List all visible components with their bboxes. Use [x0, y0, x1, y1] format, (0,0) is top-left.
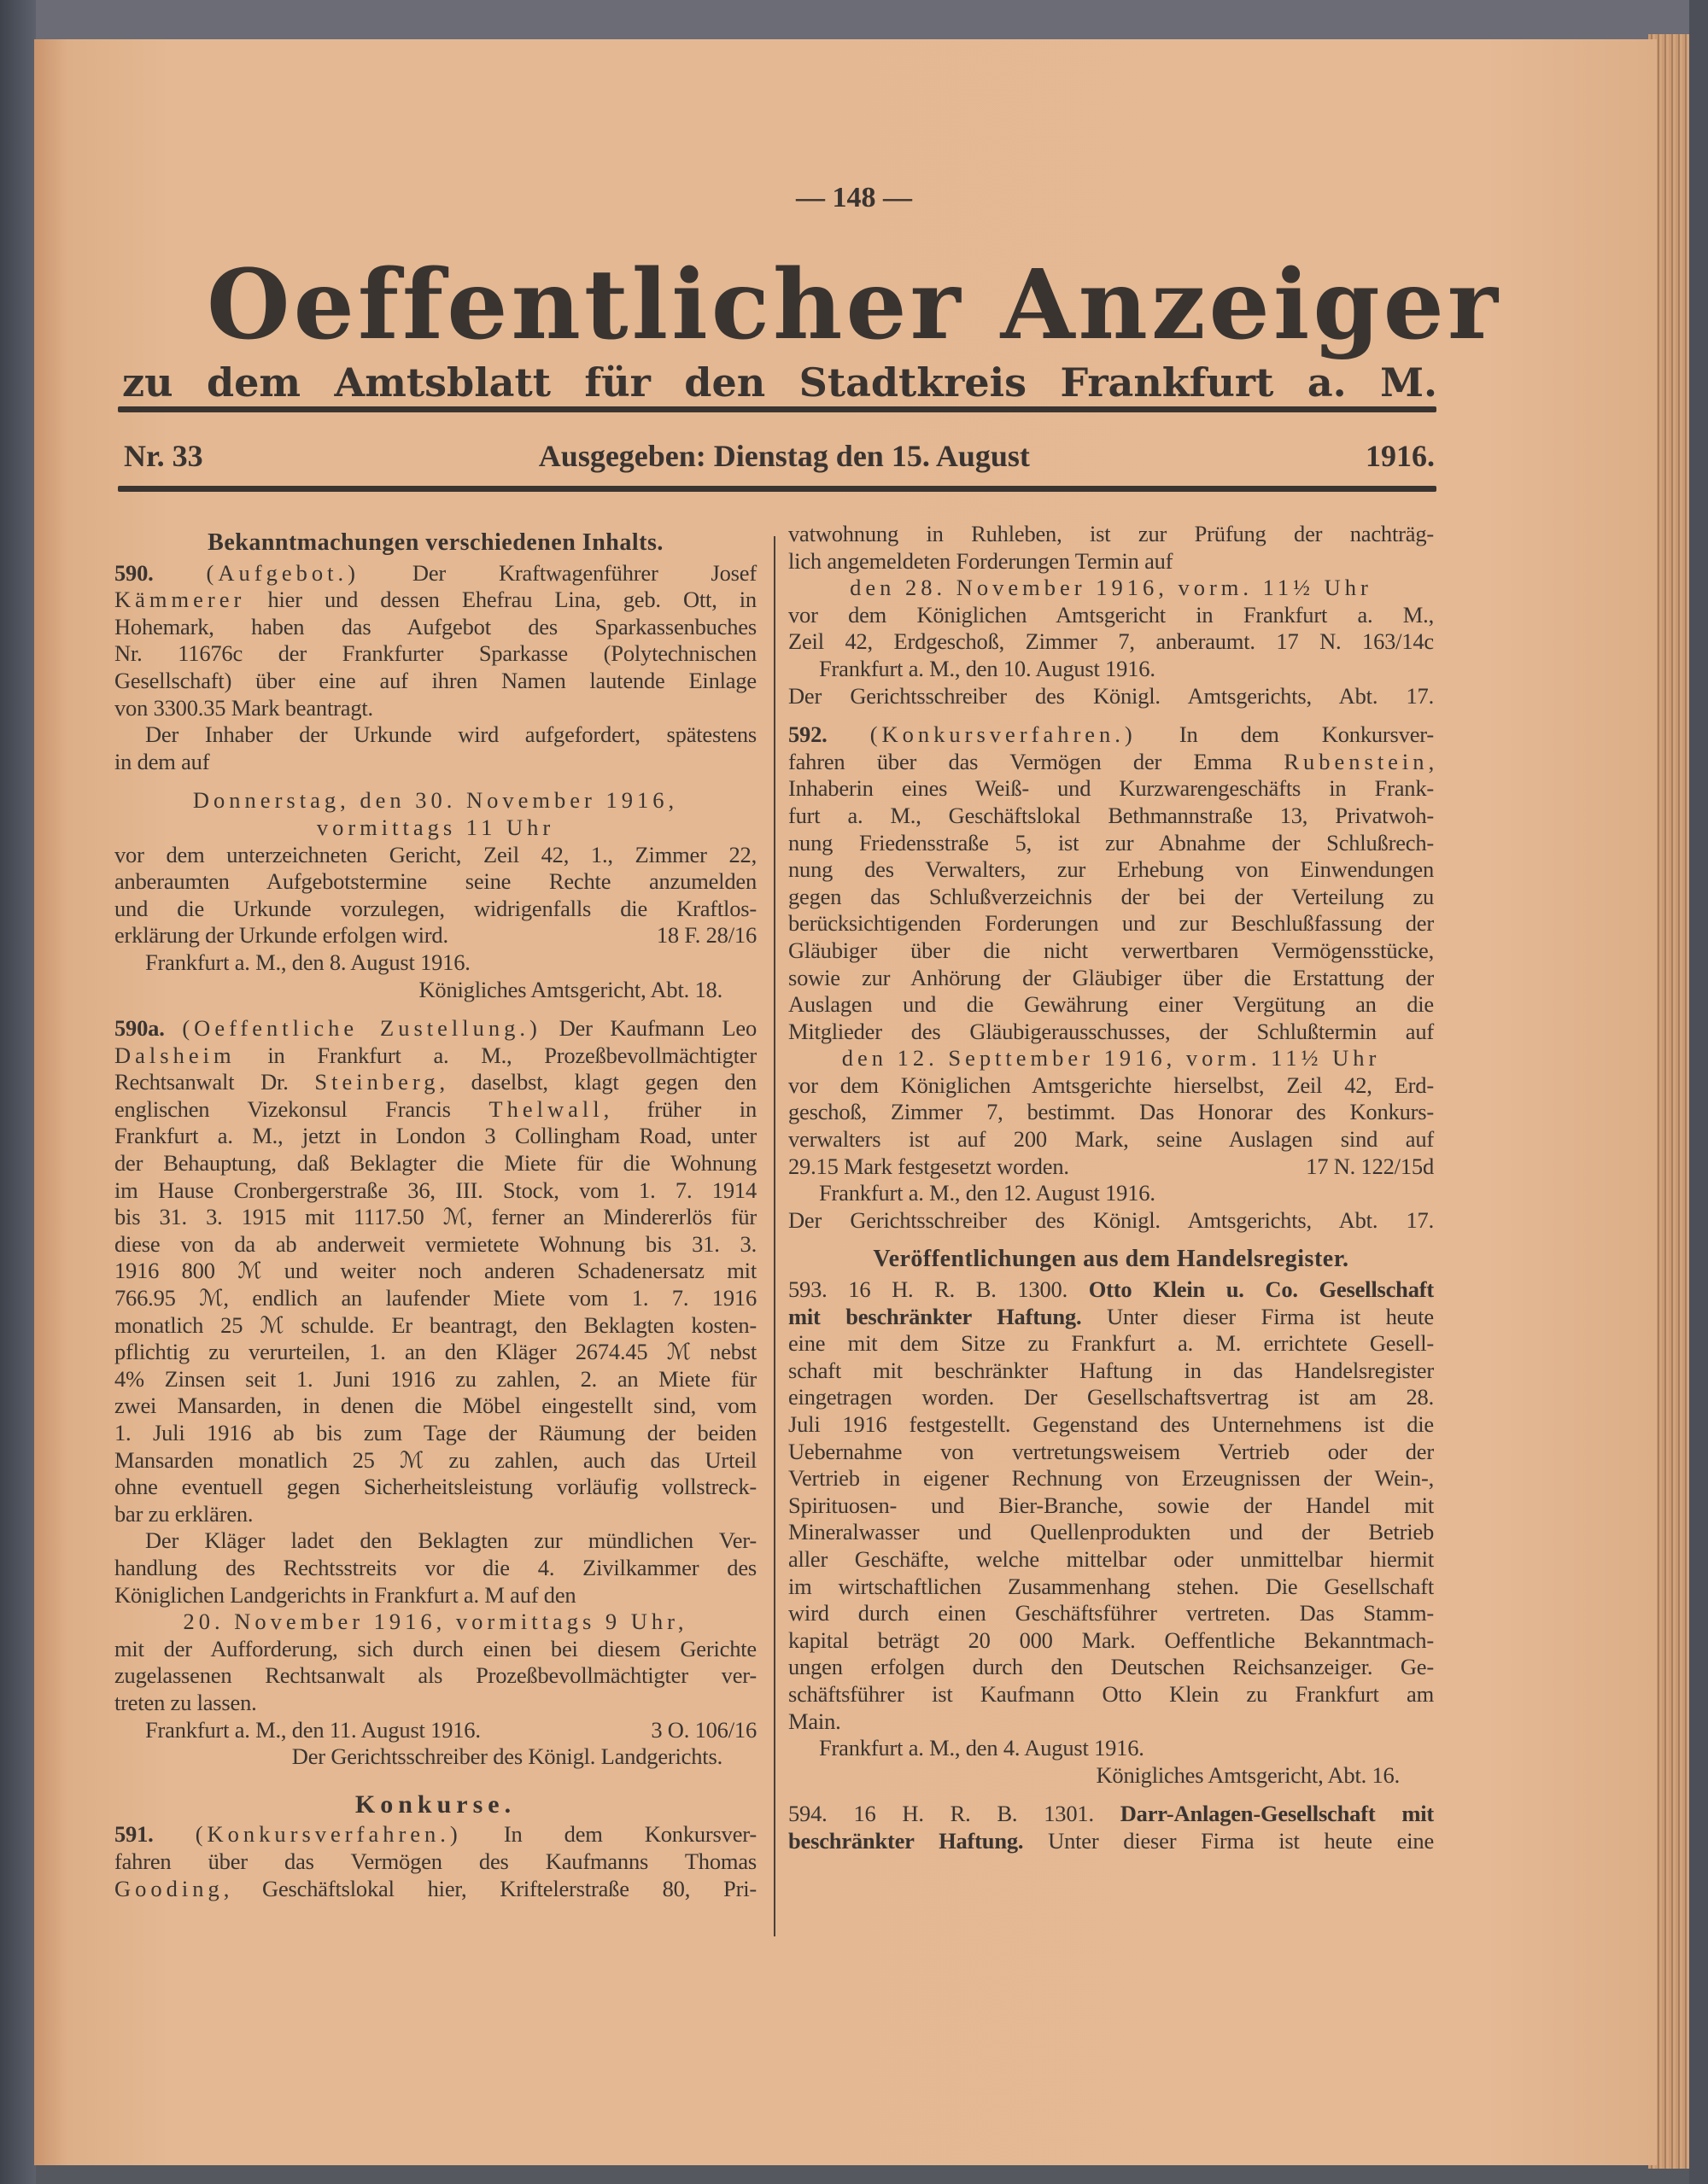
spaced-text: Kämmerer: [114, 587, 246, 613]
text-line: anberaumten Aufgebotstermine seine Rechte anzumelden: [114, 868, 757, 895]
text-segment: Der Kraftwagenführer Josef: [359, 559, 757, 586]
text-segment: fahren über das Vermögen der Emma: [788, 748, 1284, 774]
bold-text: Darr-Anlagen-Gesellschaft mit: [1120, 1801, 1434, 1827]
text-line: ohne eventuell gegen Sicherheitsleistung vorläufig vollstreck-: [114, 1474, 757, 1500]
text-line: der Behauptung, daß Beklagter die Miete für die Wohnung: [114, 1150, 757, 1177]
issue-number: Nr. 33: [124, 439, 203, 473]
masthead-rule-top: [118, 406, 1436, 412]
text-line: [114, 1876, 757, 1903]
text-line: und die Urkunde vorzulegen, widrigenfalls die Kraftlos-: [114, 895, 757, 921]
bold-text: mit beschränkter Haftung.: [788, 1303, 1082, 1329]
text-line: furt a. M., Geschäftslokal Bethmannstraße 13, Privatwoh-: [788, 802, 1434, 828]
text-line: in dem auf: [114, 748, 210, 774]
text-line: Frankfurt a. M., den 8. August 1916.: [145, 949, 471, 975]
text-line: [788, 1801, 1434, 1828]
text-segment: Unter dieser Firma ist heute: [1081, 1303, 1434, 1329]
left-column: [114, 521, 757, 1902]
section-heading: Bekanntmachungen verschiedenen Inhalts.: [208, 529, 664, 556]
text-segment: , daselbst, klagt gegen den: [439, 1069, 757, 1095]
bold-text: 590.: [114, 559, 207, 586]
text-line: vor dem Königlichen Amtsgerichte hierselbst, Zeil 42, Erd-: [788, 1072, 1434, 1098]
text-segment: , Geschäftslokal hier, Kriftelerstraße 80, Pri-: [223, 1875, 757, 1901]
text-line: Juli 1916 festgestellt. Gegenstand des Unternehmens ist die: [788, 1411, 1434, 1437]
text-line: 766.95 ℳ, endlich an laufender Miete vom 1. 7. 1916: [114, 1285, 757, 1311]
text-line: [114, 922, 757, 949]
reference-number: 3 O. 106/16: [651, 1716, 757, 1743]
text-segment: Rechtsanwalt Dr.: [114, 1069, 315, 1095]
text-line: Auslagen und die Gewährung einer Vergütung an die: [788, 991, 1434, 1018]
text-line: 20. November 1916, vormittags 9 Uhr,: [183, 1609, 688, 1635]
bold-text: Otto Klein u. Co. Gesellschaft: [1088, 1276, 1434, 1303]
text-line: Donnerstag, den 30. November 1916,: [192, 787, 679, 814]
text-line: Frankfurt a. M., den 4. August 1916.: [819, 1735, 1144, 1761]
text-line: schaft mit beschränkter Haftung in das Handelsregister: [788, 1357, 1434, 1383]
text-line: [114, 1717, 757, 1744]
text-line: den 12. Septtember 1916, vorm. 11½ Uhr: [841, 1045, 1381, 1072]
text-line: lich angemeldeten Forderungen Termin auf: [788, 547, 1173, 574]
text-line: [114, 1042, 757, 1070]
text-segment: erklärung der Urkunde erfolgen wird.: [114, 922, 448, 949]
text-line: vor dem Königlichen Amtsgericht in Frankfurt a. M.,: [788, 601, 1434, 628]
text-line: 4% Zinsen seit 1. Juni 1916 zu zahlen, 2. an Miete für: [114, 1365, 757, 1392]
bold-text: beschränkter Haftung.: [788, 1827, 1024, 1854]
text-line: nung des Verwalters, zur Erhebung von Einwendungen: [788, 856, 1434, 883]
text-line: Mineralwasser und Quellenprodukten und der Betrieb: [788, 1519, 1434, 1545]
text-line: berücksichtigenden Forderungen und zur Beschlußfassung der: [788, 910, 1434, 937]
text-line: fahren über das Vermögen des Kaufmanns Thomas: [114, 1848, 757, 1874]
text-line: Uebernahme von vertretungsweisem Vertrieb oder der: [788, 1438, 1434, 1464]
text-line: 1916 800 ℳ und weiter noch anderen Schadenersatz mit: [114, 1258, 757, 1284]
text-segment: , früher in: [603, 1095, 757, 1122]
spaced-text: Rubenstein: [1284, 748, 1429, 774]
bold-text: 592.: [788, 721, 870, 748]
text-segment: 29.15 Mark festgesetzt worden.: [788, 1153, 1069, 1179]
text-line: [788, 1304, 1434, 1331]
text-line: den 28. November 1916, vorm. 11½ Uhr: [850, 575, 1372, 601]
text-line: Der Gerichtsschreiber des Königl. Amtsgerichts, Abt. 17.: [788, 1206, 1434, 1233]
text-line: sowie zur Anhörung der Gläubiger über die Erstattung der: [788, 964, 1434, 990]
issue-line: [124, 437, 1435, 475]
text-line: gegen das Schlußverzeichnis der bei der Verteilung zu: [788, 883, 1434, 909]
text-segment: Frankfurt a. M., den 11. August 1916.: [145, 1716, 481, 1743]
issue-date: Ausgegeben: Dienstag den 15. August: [538, 439, 1030, 473]
bold-text: 591.: [114, 1821, 196, 1848]
text-line: Main.: [788, 1708, 841, 1734]
masthead-rule-bottom: [118, 486, 1436, 492]
section-heading: Konkurse.: [354, 1790, 517, 1819]
text-line: schäftsführer ist Kaufmann Otto Klein zu Frankfurt am: [788, 1680, 1434, 1707]
text-line: bar zu erklären.: [114, 1500, 254, 1527]
book-cover-top: [0, 0, 1708, 41]
text-line: aller Geschäfte, welche mittelbar oder unmittelbar hiermit: [788, 1545, 1434, 1572]
masthead-title: Oeffentlicher Anzeiger: [207, 249, 1501, 361]
text-line: [114, 1096, 757, 1124]
text-line: nung Friedensstraße 5, ist zur Abnahme der Schlußrech-: [788, 829, 1434, 855]
spaced-text: Dalsheim: [114, 1042, 236, 1068]
text-line: vormittags 11 Uhr: [316, 814, 555, 840]
text-line: Der Gerichtsschreiber des Königl. Amtsgerichts, Abt. 17.: [788, 682, 1434, 709]
text-line: Zeil 42, Erdgeschoß, Zimmer 7, anberaumt. 17 N. 163/14c: [788, 628, 1434, 655]
text-segment: In dem Konkursver-: [1136, 721, 1434, 748]
text-line: [114, 1015, 757, 1042]
text-line: Der Inhaber der Urkunde wird aufgefordert, spätestens: [145, 721, 757, 748]
text-line: Frankfurt a. M., jetzt in London 3 Collingham Road, unter: [114, 1123, 757, 1149]
text-line: [788, 1153, 1434, 1181]
text-line: [788, 1276, 1434, 1304]
text-line: vor dem unterzeichneten Gericht, Zeil 42, 1., Zimmer 22,: [114, 841, 757, 867]
right-column: [788, 521, 1434, 1855]
text-line: Der Kläger ladet den Beklagten zur mündlichen Ver-: [145, 1527, 757, 1554]
text-line: zugelassenen Rechtsanwalt als Prozeßbevollmächtigter ver-: [114, 1662, 757, 1689]
reference-number: 17 N. 122/15d: [1306, 1153, 1434, 1179]
spaced-text: (Konkursverfahren.): [195, 1821, 462, 1848]
text-line: Königlichen Landgerichts in Frankfurt a. M auf den: [114, 1581, 576, 1608]
text-line: im Hause Cronbergerstraße 36, III. Stock, vom 1. 7. 1914: [114, 1177, 757, 1203]
text-segment: ,: [1428, 748, 1434, 774]
text-line: Nr. 11676c der Frankfurter Sparkasse (Polytechnischen: [114, 640, 757, 667]
text-line: Inhaberin eines Weiß- und Kurzwarengeschäfts in Frank-: [788, 775, 1434, 802]
issue-year: 1916.: [1366, 439, 1435, 473]
text-line: vatwohnung in Ruhleben, ist zur Prüfung der nachträg-: [788, 521, 1434, 546]
text-line: [114, 587, 757, 614]
page-number: — 148 —: [796, 182, 912, 213]
text-line: von 3300.35 Mark beantragt.: [114, 694, 373, 721]
spaced-text: (Konkursverfahren.): [869, 721, 1137, 748]
text-line: geschoß, Zimmer 7, bestimmt. Das Honorar des Konkurs-: [788, 1099, 1434, 1125]
column-divider: [774, 536, 775, 1936]
text-line: eingetragen worden. Der Gesellschaftsvertrag ist am 28.: [788, 1384, 1434, 1410]
spaced-text: Steinberg: [314, 1069, 440, 1095]
text-line: [788, 749, 1434, 776]
text-line: Gläubiger über die nicht verwertbaren Vermögensstücke,: [788, 937, 1434, 963]
text-line: monatlich 25 ℳ schulde. Er beantragt, den Beklagten kosten-: [114, 1311, 757, 1338]
text-line: treten zu lassen.: [114, 1689, 257, 1715]
text-line: mit der Aufforderung, sich durch einen bei diesem Gerichte: [114, 1635, 757, 1661]
text-line: Mitglieder des Gläubigerausschusses, der Schlußtermin auf: [788, 1018, 1434, 1044]
text-line: Gesellschaft) über eine auf ihren Namen lautende Einlage: [114, 667, 757, 693]
text-line: [114, 1069, 757, 1096]
text-segment: englischen Vizekonsul Francis: [114, 1095, 489, 1122]
text-segment: 593. 16 H. R. B. 1300.: [788, 1276, 1089, 1303]
text-segment: In dem Konkursver-: [461, 1821, 757, 1848]
text-line: wird durch einen Geschäftsführer vertreten. Das Stamm-: [788, 1600, 1434, 1626]
text-segment: Unter dieser Firma ist heute eine: [1023, 1827, 1435, 1854]
text-line: im wirtschaftlichen Zusammenhang stehen. Die Gesellschaft: [788, 1573, 1434, 1599]
text-line: Frankfurt a. M., den 10. August 1916.: [819, 655, 1155, 681]
text-line: handlung des Rechtsstreits vor die 4. Zivilkammer des: [114, 1554, 757, 1580]
text-line: eine mit dem Sitze zu Frankfurt a. M. errichtete Gesell-: [788, 1330, 1434, 1357]
text-line: Frankfurt a. M., den 12. August 1916.: [819, 1180, 1155, 1206]
text-line: Mansarden monatlich 25 ℳ zu zahlen, auch das Urteil: [114, 1446, 757, 1473]
text-line: pflichtig zu verurteilen, 1. an den Kläger 2674.45 ℳ nebst: [114, 1339, 757, 1365]
reference-number: 18 F. 28/16: [656, 922, 757, 949]
text-line: 1. Juli 1916 ab bis zum Tage der Räumung der beiden: [114, 1420, 757, 1445]
masthead-subtitle: zu dem Amtsblatt für den Stadtkreis Frankfurt a. M.: [122, 359, 1437, 406]
text-segment: 594. 16 H. R. B. 1301.: [788, 1801, 1120, 1827]
text-line: [788, 1828, 1434, 1855]
text-line: [114, 560, 757, 587]
text-line: Hohemark, haben das Aufgebot des Sparkassenbuches: [114, 613, 757, 639]
text-line: Königliches Amtsgericht, Abt. 18.: [418, 976, 722, 1002]
spaced-text: (Aufgebot.): [206, 559, 360, 586]
text-segment: in Frankfurt a. M., Prozeßbevollmächtigter: [235, 1042, 757, 1068]
text-line: kapital beträgt 20 000 Mark. Oeffentliche Bekanntmach-: [788, 1626, 1434, 1653]
text-line: [114, 1821, 757, 1848]
text-line: Königliches Amtsgericht, Abt. 16.: [1096, 1761, 1400, 1788]
bold-text: 590a.: [114, 1015, 183, 1042]
text-line: bis 31. 3. 1915 mit 1117.50 ℳ, ferner an Mindererlös für: [114, 1204, 757, 1230]
text-line: ungen erfolgen durch den Deutschen Reichsanzeiger. Ge-: [788, 1654, 1434, 1680]
text-line: [788, 721, 1434, 749]
text-line: verwalters ist auf 200 Mark, seine Auslagen sind auf: [788, 1126, 1434, 1153]
spaced-text: (Oeffentliche Zustellung.): [182, 1015, 541, 1042]
text-segment: Der Kaufmann Leo: [541, 1015, 757, 1042]
text-line: Spirituosen- und Bier-Branche, sowie der Handel mit: [788, 1492, 1434, 1518]
text-line: zwei Mansarden, in denen die Möbel eingestellt sind, vom: [114, 1393, 757, 1419]
spaced-text: Gooding: [114, 1875, 224, 1901]
text-segment: hier und dessen Ehefrau Lina, geb. Ott, in: [245, 587, 757, 613]
text-line: Der Gerichtsschreiber des Königl. Landgerichts.: [291, 1743, 722, 1770]
text-line: Vertrieb in eigener Rechnung von Erzeugnissen der Wein-,: [788, 1465, 1434, 1492]
section-heading: Veröffentlichungen aus dem Handelsregister.: [873, 1246, 1349, 1273]
text-line: diese von da ab anderweit vermietete Wohnung bis 31. 3.: [114, 1230, 757, 1257]
spaced-text: Thelwall: [488, 1095, 604, 1122]
